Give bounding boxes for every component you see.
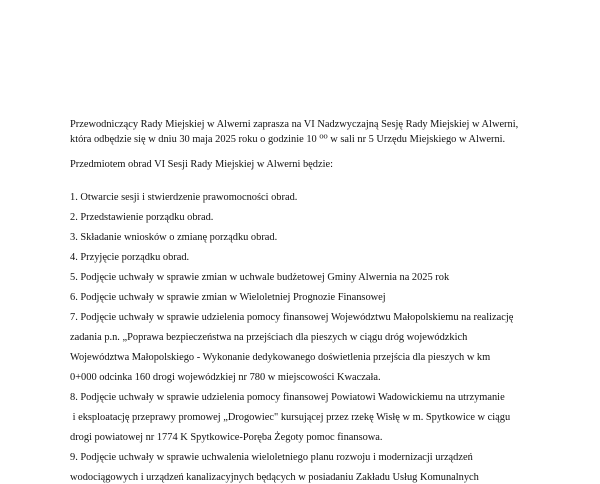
agenda-item-4: 4. Przyjęcie porządku obrad. [70, 252, 190, 263]
agenda-item-8-cont-1: i eksploatację przeprawy promowej „Drogowiec" kursującej przez rzekę Wisłę w m. Spytkowice w ciągu [70, 412, 511, 423]
agenda-item-9-cont-1: wodociągowych i urządzeń kanalizacyjnych będących w posiadaniu Zakładu Usług Komunalnych [70, 472, 479, 483]
agenda-subject: Przedmiotem obrad VI Sesji Rady Miejskiej w Alwerni będzie: [70, 159, 333, 170]
agenda-item-8: 8. Podjęcie uchwały w sprawie udzielenia pomocy finansowej Powiatowi Wadowickiemu na utrzymanie [70, 392, 505, 403]
agenda-item-1: 1. Otwarcie sesji i stwierdzenie prawomocności obrad. [70, 192, 298, 203]
agenda-item-7-cont-3: 0+000 odcinka 160 drogi wojewódzkiej nr 780 w miejscowości Kwaczała. [70, 372, 381, 383]
agenda-item-7: 7. Podjęcie uchwały w sprawie udzielenia pomocy finansowej Województwu Małopolskiemu na realizację [70, 312, 514, 323]
agenda-item-3: 3. Składanie wniosków o zmianę porządku obrad. [70, 232, 278, 243]
intro-line-1: Przewodniczący Rady Miejskiej w Alwerni zaprasza na VI Nadzwyczajną Sesję Rady Miejskiej w Alwerni, [70, 119, 519, 130]
agenda-item-2: 2. Przedstawienie porządku obrad. [70, 212, 214, 223]
agenda-item-9: 9. Podjęcie uchwały w sprawie uchwalenia wieloletniego planu rozwoju i modernizacji urządzeń [70, 452, 473, 463]
agenda-item-8-cont-2: drogi powiatowej nr 1774 K Spytkowice-Poręba Żegoty pomoc finansowa. [70, 432, 383, 443]
agenda-item-7-cont-2: Województwa Małopolskiego - Wykonanie dedykowanego doświetlenia przejścia dla pieszych w km [70, 352, 491, 363]
agenda-item-7-cont-1: zadania p.n. „Poprawa bezpieczeństwa na przejściach dla pieszych w ciągu dróg wojewódzkich [70, 332, 468, 343]
agenda-item-5: 5. Podjęcie uchwały w sprawie zmian w uchwale budżetowej Gminy Alwernia na 2025 rok [70, 272, 450, 283]
intro-line-2: która odbędzie się w dniu 30 maja 2025 roku o godzinie 10 ⁰⁰ w sali nr 5 Urzędu Miejskiego w Alwerni. [70, 134, 506, 145]
agenda-item-6: 6. Podjęcie uchwały w sprawie zmian w Wieloletniej Prognozie Finansowej [70, 292, 386, 303]
